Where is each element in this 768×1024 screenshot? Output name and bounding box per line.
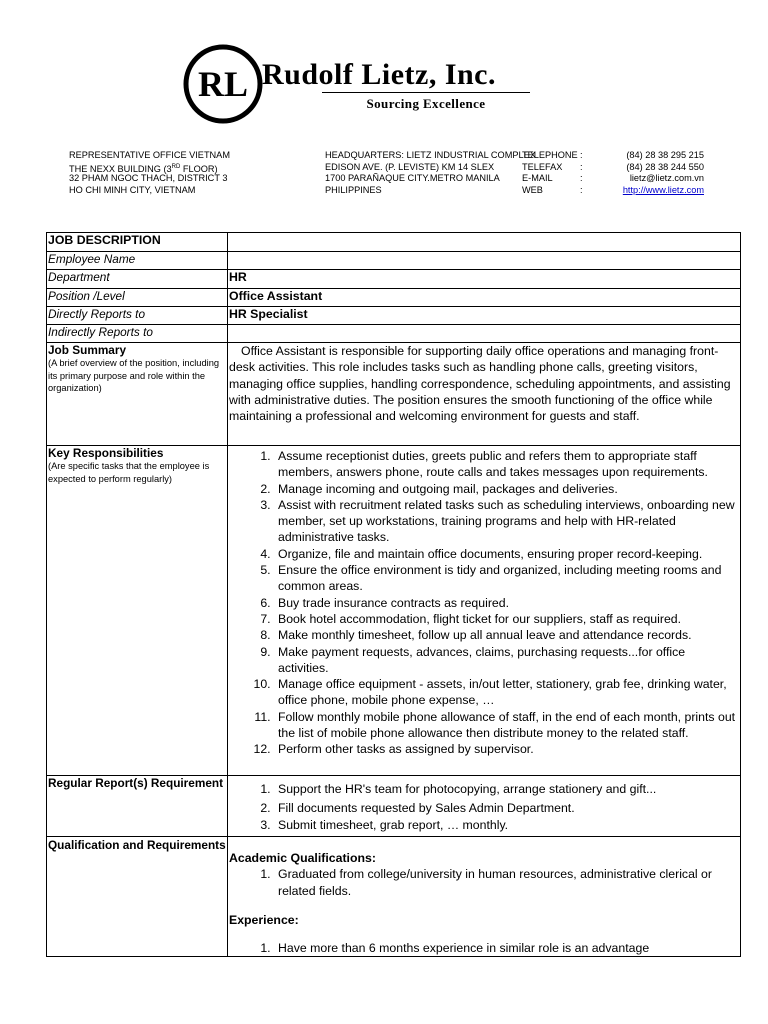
- list-item: 1. Assume receptionist duties, greets public and refers them to appropriate staff members, answers phone, route calls and takes messages upon requirements.: [274, 448, 739, 481]
- job-description-table: [46, 232, 741, 957]
- job-summary-label: Job Summary: [48, 343, 127, 357]
- table-row: [47, 837, 741, 957]
- table-row: [47, 776, 741, 837]
- list-item: 3. Submit timesheet, grab report, … monthly.: [274, 817, 739, 833]
- list-item: 6. Buy trade insurance contracts as required.: [274, 595, 739, 611]
- contact-label: E-MAIL: [522, 173, 553, 184]
- list-item: 1. Support the HR's team for photocopying, arrange stationery and gift...: [274, 781, 739, 797]
- contact-colons: [580, 150, 583, 197]
- responsibilities-list: [229, 448, 739, 758]
- list-item: 1. Have more than 6 months experience in similar role is an advantage: [274, 940, 739, 956]
- company-name: Rudolf Lietz, Inc.: [262, 58, 496, 91]
- table-row: [47, 307, 741, 325]
- list-item: 2. Fill documents requested by Sales Admin Department.: [274, 800, 739, 816]
- direct-report-value: HR Specialist: [228, 307, 741, 325]
- colon: :: [580, 185, 583, 196]
- responsibilities-cell: [47, 446, 228, 776]
- list-item: 1. Graduated from college/university in human resources, administrative clerical or related fields.: [274, 866, 739, 899]
- telephone-value: (84) 28 38 295 215: [626, 150, 704, 160]
- employee-name-label: Employee Name: [47, 252, 228, 270]
- contact-label: WEB: [522, 185, 543, 196]
- table-row: [47, 270, 741, 289]
- direct-report-label: Directly Reports to: [47, 307, 228, 325]
- list-item: 11. Follow monthly mobile phone allowance of staff, in the end of each month, prints out the list of mobile phone allowance then distribute money to the related staff.: [274, 709, 739, 742]
- list-item: 7. Book hotel accommodation, flight ticket for our suppliers, staff as required.: [274, 611, 739, 627]
- responsibilities-label: Key Responsibilities: [48, 446, 164, 460]
- table-row: [47, 446, 741, 776]
- logo-monogram: RL: [197, 64, 249, 104]
- reports-list: [229, 781, 739, 833]
- company-tagline: Sourcing Excellence: [366, 96, 486, 111]
- table-row: [47, 252, 741, 270]
- experience-heading: Experience:: [229, 912, 299, 927]
- address-line: HEADQUARTERS: LIETZ INDUSTRIAL COMPLEX: [325, 150, 536, 160]
- address-line: THE NEXX BUILDING (3RD FLOOR): [69, 163, 218, 174]
- qualifications-label: Qualification and Requirements: [47, 837, 228, 957]
- address-line: 1700 PARAÑAQUE CITY.METRO MANILA: [325, 173, 500, 184]
- position-label: Position /Level: [47, 289, 228, 307]
- address-line: HO CHI MINH CITY, VIETNAM: [69, 185, 196, 196]
- job-summary-text: Office Assistant is responsible for supporting daily office operations and managing front-desk activities. This role includes tasks such as handling phone calls, greeting visitors, managing office supplies, handling correspondence, scheduling appointments, and assisting with administrative duties. The position ensures the smooth functioning of the office while maintaining a professional and welcoming environment for guests and staff.: [229, 344, 731, 424]
- website-link[interactable]: http://www.lietz.com: [622, 185, 704, 196]
- email-value: lietz@lietz.com.vn: [629, 173, 704, 184]
- list-item: 9. Make payment requests, advances, claims, purchasing requests...for office activities.: [274, 644, 739, 677]
- address-line: PHILIPPINES: [325, 185, 382, 196]
- address-line: EDISON AVE. (P. LEVISTE) KM 14 SLEX: [325, 161, 495, 172]
- experience-list: [229, 940, 739, 956]
- list-item: 2. Manage incoming and outgoing mail, packages and deliveries.: [274, 481, 739, 497]
- colon: :: [580, 150, 583, 160]
- list-item: 8. Make monthly timesheet, follow up all annual leave and attendance records.: [274, 627, 739, 643]
- web-row: [600, 185, 704, 197]
- table-row: [47, 289, 741, 307]
- telefax-value: (84) 28 38 244 550: [626, 161, 704, 172]
- list-item: 3. Assist with recruitment related tasks such as scheduling interviews, onboarding new member, set up workstations, training programs and help with HR-related administrative tasks.: [274, 497, 739, 546]
- job-summary-note: (A brief overview of the position, including its primary purpose and role within the organization): [48, 358, 220, 394]
- table-row: [47, 325, 741, 343]
- logo-divider: [322, 92, 530, 93]
- table-row: [47, 343, 741, 446]
- vietnam-office-address: [69, 150, 230, 197]
- reports-value-cell: [228, 776, 741, 837]
- indirect-report-value: [228, 325, 741, 343]
- employee-name-value: [228, 252, 741, 270]
- company-logo-icon: [183, 44, 263, 124]
- department-label: Department: [47, 270, 228, 289]
- list-item: 10. Manage office equipment - assets, in/out letter, stationery, grab fee, drinking water, office phone, mobile phone expense, …: [274, 676, 739, 709]
- colon: :: [580, 161, 583, 172]
- contact-values: [600, 150, 704, 197]
- list-item: 4. Organize, file and maintain office documents, ensuring proper record-keeping.: [274, 546, 739, 562]
- job-summary-value-cell: [228, 343, 741, 446]
- title-value-cell: [228, 233, 741, 252]
- reports-label: Regular Report(s) Requirement: [47, 776, 228, 837]
- contact-label: TELEPHONE: [522, 150, 578, 160]
- academic-heading: Academic Qualifications:: [229, 851, 376, 865]
- contact-label: TELEFAX: [522, 161, 563, 172]
- headquarters-address: [325, 150, 536, 197]
- address-line: REPRESENTATIVE OFFICE VIETNAM: [69, 150, 230, 160]
- list-item: 5. Ensure the office environment is tidy and organized, including meeting rooms and common areas.: [274, 562, 739, 595]
- indirect-report-label: Indirectly Reports to: [47, 325, 228, 343]
- address-line: 32 PHAM NGOC THACH, DISTRICT 3: [69, 173, 228, 184]
- list-item: 12. Perform other tasks as assigned by supervisor.: [274, 741, 739, 757]
- table-row: [47, 233, 741, 252]
- academic-list: [229, 866, 739, 899]
- job-summary-cell: [47, 343, 228, 446]
- responsibilities-value-cell: [228, 446, 741, 776]
- position-value: Office Assistant: [228, 289, 741, 307]
- department-value: HR: [228, 270, 741, 289]
- responsibilities-note: (Are specific tasks that the employee is expected to perform regularly): [48, 461, 210, 484]
- job-description-title: JOB DESCRIPTION: [47, 233, 228, 252]
- contact-labels: [522, 150, 578, 197]
- colon: :: [580, 173, 583, 184]
- qualifications-value-cell: [228, 837, 741, 957]
